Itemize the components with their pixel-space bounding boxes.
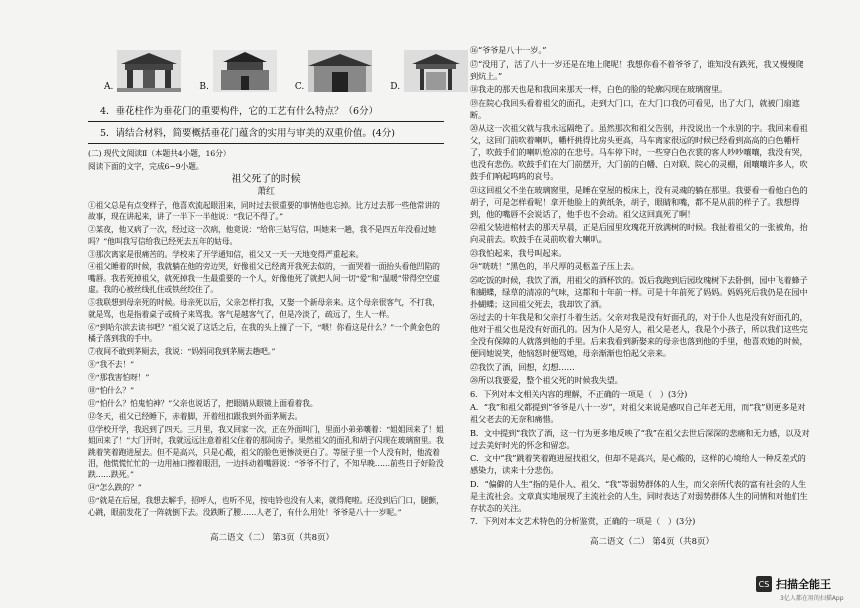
paragraph: ㉓我怕起来，我号叫起来。	[470, 247, 567, 258]
story-author: 萧红	[257, 186, 275, 197]
option-d-label: D.	[390, 82, 401, 92]
left-column	[88, 148, 444, 520]
paragraph: ⑱我走的那天也是和我回来那天一样，白色的脸的轮廓闪现在玻璃窗里。	[470, 84, 728, 94]
paragraph: ②某夜，他又病了一次，经过这一次病，他竟说：“给你三姑写信，叫她来一趟，我不是四五年没看过她吗？”他叫我写信给我已经死去五年的姑母。	[88, 225, 436, 246]
gate-tower-image-b	[213, 50, 277, 92]
divider	[88, 121, 444, 122]
paragraph: ⑤我联想到母亲死的时候。母亲死以后，父亲怎样打我，又娶一个新母亲来。这个母亲很客气，不打我，就是骂，也是指着桌子或椅子来骂我。客气是越客气了，但是冷淡了，疏远了，生人一样。	[88, 298, 440, 319]
divider	[88, 143, 444, 144]
paragraph: ⑦夜间不敢到茅厕去，我说：“妈妈同我到茅厕去趟吧。”	[88, 347, 276, 356]
scanner-watermark	[756, 576, 831, 592]
paragraph: ⑳从这一次祖父就与我永远隔绝了。虽然那次和祖父告别，并没说出一个永别的字。我回来看祖父，这回门前吹着喇叭，幡杆挑得比房头更高，马车离家很远的时候已经看到高高的白色幡杆了，吹鼓手们的喇叭怆凉的在悲号。马车停下时，一些穿白色衣裳的客人吵吵嚷嚷，我没有哭，也没有悲伤。吹鼓手们在大门前摆开，大门前的白幡、白对联、院心的灵棚，闹嚷嚷许多人，吹鼓手们响起呜呜的哀号。	[470, 123, 808, 181]
hall-door-image-c	[308, 50, 372, 92]
archway-image-a	[117, 50, 181, 92]
paragraph: ⑨“那我害怕呀！”	[88, 372, 150, 382]
option-b-label: B.	[199, 82, 209, 92]
right-column	[470, 44, 810, 529]
paragraph: ㉖过去的十年我是和父亲打斗着生活。父亲对我是没有好面孔的，对于仆人也是没有好面孔的，他对于祖父也是没有好面孔的。因为仆人是穷人，祖父是老人，我是个小孩子，所以我们这些完全没有保障的人就落到他的手里。后来我看到新娶来的母亲也落到他的手里，他喜欢她的时候，便同她说笑，他恼怒时便骂她，母亲渐渐也怕起父亲来。	[470, 312, 808, 358]
left-page-footer: 高二语文（二） 第3页（共8页）	[210, 533, 335, 543]
paragraph: ③那次离家是很痛苦的。学校来了开学通知信，祖父又一天一天地变得严重起来。	[88, 249, 364, 259]
scanner-logo-subtitle: 3亿人都在用的扫描App	[780, 595, 844, 602]
paragraph: ⑮“就是在后屋，我想去解手，招呼人，也听不见，按电铃也没有人来，就得爬啦。还没到后门口，腿颤，心跳，眼前发花了一阵就倒下去。没跌断了腰……人老了，有什么用处！爷爷是八十一岁呢。”	[88, 496, 444, 517]
question-6-option-b: A．“我”和祖父都提到“爷爷是八十一岁”，对祖父来说是感叹自己年老无用，而“我”则更多是对祖父老去的无奈和痛惜。	[470, 402, 806, 424]
paragraph: ⑥“到哈尔滨去读书吧？”祖父说了这话之后，在我的头上撞了一下，“喂！你看这是什么？”一个黄金色的橘子落到我的手中。	[88, 322, 440, 344]
paragraph: ⑯“爷爷是八十一岁。”	[470, 45, 547, 55]
question-6-option-d: C．文中“我”跳着笑着跑进屋找祖父，但却不是高兴，是心酸的，这样的心境给人一种反差式的感染力，读来十分悲伤。	[470, 453, 806, 475]
right-page-footer: 高二语文（二） 第4页（共8页）	[590, 537, 715, 547]
story-title: 祖父死了的时候	[231, 173, 301, 185]
paragraph: ⑩“怕什么？”	[88, 385, 134, 395]
paragraph: ⑪“怕什么？怕鬼怕神？”父亲也说话了，把眼睛从眼镜上面看着我。	[88, 398, 318, 408]
option-images	[104, 50, 468, 92]
question-4: 4．垂花柱作为垂花门的重要构件，它的工艺有什么特点？（6分）	[100, 106, 379, 117]
scanner-logo-text: 扫描全能王	[776, 578, 831, 591]
paragraph: ⑭“怎么跌的？”	[88, 483, 142, 493]
paragraph: ⑲在院心我回头看着祖父的面孔，走到大门口，在大门口我仍可看见，出了大门，就被门扇遮断。	[470, 97, 800, 120]
scanner-logo-icon: CS	[756, 576, 772, 592]
question-7-option-a: 7．下列对本文艺术特色的分析鉴赏，正确的一项是（ ）(3分)	[470, 516, 696, 526]
paragraph: ④祖父睡着的时候，我就躺在他的旁边哭，好像祖父已经离开我死去似的，一面哭着一面抬头看他凹陷的嘴唇。我若死掉祖父，就死掉我一生最重要的一个人，好像他死了就把人间一切“爱”和“温暖”带得空空虚虚。我的心被丝线扎住或铁丝绞住了。	[88, 262, 440, 295]
question-6-option-c: B．文中提到“我饮了酒，这一行为更多地反映了“我”在祖父去世后深深的悲痛和无力感，以及对过去美好时光的怀念和留恋。	[470, 427, 810, 450]
paragraph: ㉑这回祖父不坐在玻璃窗里，是睡在堂屋的板床上，没有灵魂的躺在那里。我要看一看他白色的胡子，可是怎样看呢！拿开他脸上的黄纸条，胡子，眼睛和嘴，都不是从前的样子了。我想得到，他的嘴唇不会说话了，他手也不会动。祖父这回真死了啊！	[470, 184, 808, 219]
instruction-text: 阅读下面的文字，完成6~9小题。	[88, 161, 204, 171]
question-6: ㉘所以我要爱，整个祖父死的时候我失望。	[470, 375, 623, 385]
question-5: 5．请结合材料，简要概括垂花门蕴含的实用与审美的双重价值。(4分)	[100, 128, 396, 139]
paragraph: ⑧“我不去！”	[88, 359, 134, 369]
section-heading: (二) 现代文阅读Ⅱ（本题共4小题，16分）	[88, 149, 231, 158]
paragraph: ⑰“没用了，活了八十一岁还是在地上爬呢！我想你看不着爷爷了，谁知没有跌死，我又慢慢爬到炕上。”	[470, 58, 804, 81]
paragraph: ⑫冬天，祖父已经睡下，赤着脚，开着纽扣跟我到外面茅厕去。	[88, 411, 303, 421]
question-7: D．“偏僻的人生”指的是仆人、祖父、“我”等弱势群体的人生，而父亲所代表的富有社会的人生是主流社会。文章真实地展现了主流社会的人生，同时表达了对弱势群体人生的同情和对他们生存状态的关注。	[470, 478, 808, 513]
paragraph: ㉒祖父装进棺材去的那天早晨，正是后园里玫瑰花开放满树的时候。我扯着祖父的一张被角，抬向灵前去。吹鼓手在灵前吹着大喇叭。	[470, 222, 808, 244]
paragraph: ㉔“咣咣！”黑色的，半尺厚的灵柩盖子压上去。	[470, 261, 639, 271]
option-c-label: C.	[294, 82, 305, 92]
paragraph: ㉗我饮了酒，回想，幻想……	[470, 361, 575, 372]
paragraph: ⑬学校开学，我迟到了四天。三月里，我又回家一次，正在外面叫门，里面小弟弟嚷着：“姐姐回来了！姐姐回来了！”大门开时，我就远远注意着祖父住着的那间房子。果然祖父的面孔和胡子闪现在玻璃窗里。我跳着笑着跑进屋去。但不是高兴，只是心酸，祖父的脸色更惨淡更白了。等屋子里一个人没有时，他流着泪，他慌慌忙忙的一边用袖口擦着眼泪，一边抖动着嘴唇说：“爷爷不行了，不知早晚……前些日子好险没跌……跌死。”	[88, 424, 444, 480]
paragraph: ①祖父总是有点变样子，他喜欢流起眼泪来，同时过去很重要的事情他也忘掉。比方过去那一些他常讲的故事，现在讲起来，讲了一半下一半他说：“我记不得了。”	[88, 200, 440, 222]
option-a-label: A.	[104, 82, 114, 92]
floral-gate-image-d	[404, 50, 468, 92]
question-6-option-a: 6．下列对本文相关内容的理解，不正确的一项是（ ）(3分)	[470, 388, 688, 399]
paragraph: ㉕吃饭的时候，我饮了酒，用祖父的酒杯饮的。饭后我跑到后园玫瑰树下去卧倒，园中飞着蜂子和蝴蝶，绿草的清凉的气味，这都和十年前一样。可是十年前死了妈妈。妈妈死后我仍是在园中扑蝴蝶；这回祖父死去，我却饮了酒。	[470, 274, 808, 309]
